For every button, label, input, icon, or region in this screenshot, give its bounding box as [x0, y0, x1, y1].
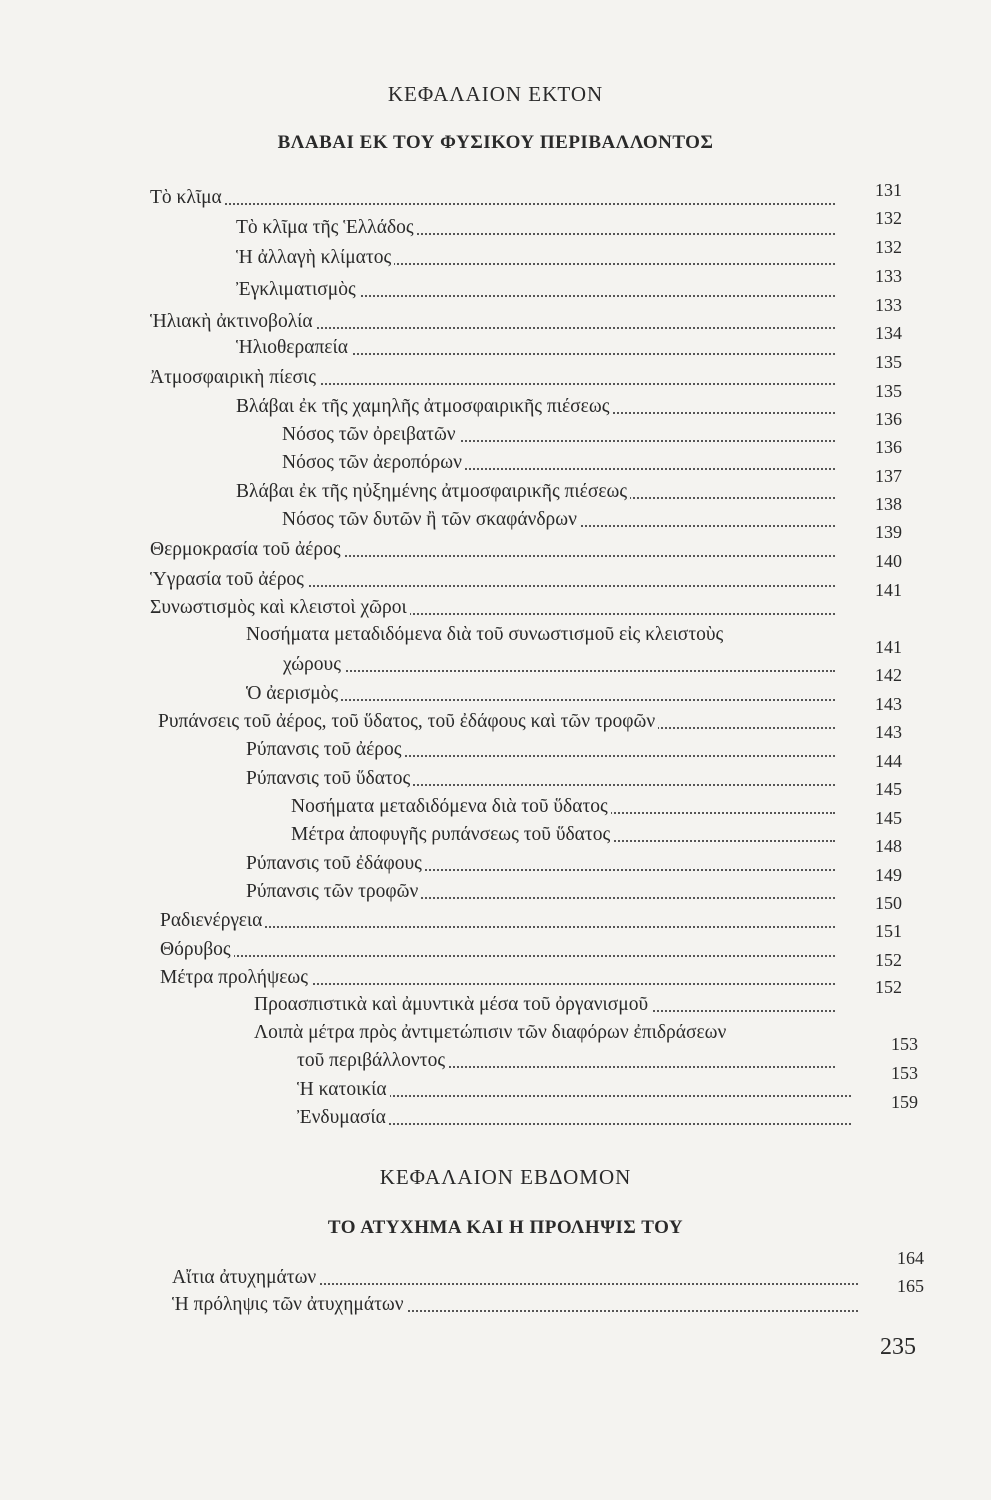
page-ref: 141 — [875, 637, 902, 657]
toc-entry-line: Νοσήματα μεταδιδόμενα διὰ τοῦ συνωστισμοῦ εἰς κλειστοὺς — [246, 624, 724, 645]
page-ref: 145 — [875, 808, 902, 828]
page-ref: 144 — [875, 751, 902, 771]
toc-entry: Νόσος τῶν ἀεροπόρων — [282, 448, 835, 478]
page-ref: 149 — [875, 865, 902, 885]
toc-entry: Νόσος τῶν δυτῶν ἢ τῶν σκαφάνδρων — [282, 505, 835, 535]
toc-entry: χώρους — [283, 650, 835, 680]
toc-entry: Ὑγρασία τοῦ ἀέρος — [150, 565, 835, 595]
page-ref: 135 — [875, 352, 902, 372]
page-ref: 159 — [891, 1092, 918, 1112]
page-ref: 148 — [875, 836, 902, 856]
page-ref: 165 — [897, 1276, 924, 1296]
page-ref: 141 — [875, 580, 902, 600]
toc-entry: Ἡ πρόληψις τῶν ἀτυχημάτων — [172, 1290, 858, 1320]
toc-entry: Ραδιενέργεια — [160, 906, 835, 936]
toc-entry: Προασπιστικὰ καὶ ἀμυντικὰ μέσα τοῦ ὀργανισμοῦ — [254, 990, 835, 1020]
toc-entry: Ρύπανσις τοῦ ἀέρος — [246, 735, 835, 765]
page-ref: 152 — [875, 950, 902, 970]
toc-entry: Συνωστισμὸς καὶ κλειστοὶ χῶροι — [150, 593, 835, 623]
page-ref: 152 — [875, 977, 902, 997]
toc-entry: Θόρυβος — [160, 935, 835, 965]
toc-entry: Ἡ κατοικία — [297, 1075, 851, 1105]
chapter-6-title: ΒΛΑΒΑΙ ΕΚ ΤΟΥ ΦΥΣΙΚΟΥ ΠΕΡΙΒΑΛΛΟΝΤΟΣ — [277, 132, 714, 153]
toc-entry: Νοσήματα μεταδιδόμενα διὰ τοῦ ὕδατος — [291, 792, 835, 822]
page-ref: 135 — [875, 381, 902, 401]
toc-entry: Βλάβαι ἐκ τῆς χαμηλῆς ἀτμοσφαιρικῆς πιέσεως — [236, 392, 835, 422]
page-ref: 153 — [891, 1063, 918, 1083]
toc-entry: Νόσος τῶν ὀρειβατῶν — [282, 420, 835, 450]
toc-entry: Ἡ ἀλλαγὴ κλίματος — [236, 243, 835, 273]
page-ref: 143 — [875, 722, 902, 742]
page-ref: 134 — [875, 323, 902, 343]
toc-entry: Ρυπάνσεις τοῦ ἀέρος, τοῦ ὕδατος, τοῦ ἐδάφους καὶ τῶν τροφῶν — [158, 707, 835, 737]
page-ref: 145 — [875, 779, 902, 799]
toc-entry-line: Λοιπὰ μέτρα πρὸς ἀντιμετώπισιν τῶν διαφόρων ἐπιδράσεων — [254, 1022, 727, 1043]
page-ref: 138 — [875, 494, 902, 514]
toc-entry: Ἀτμοσφαιρικὴ πίεσις — [150, 363, 835, 393]
page-ref: 139 — [875, 522, 902, 542]
toc-entry: Ἡλιοθεραπεία — [236, 333, 835, 363]
page-ref: 151 — [875, 921, 902, 941]
page-ref: 132 — [875, 208, 902, 228]
toc-entry: Ρύπανσις τῶν τροφῶν — [246, 877, 835, 907]
toc-entry: Ρύπανσις τοῦ ἐδάφους — [246, 849, 835, 879]
toc-entry: Τὸ κλῖμα τῆς Ἑλλάδος — [236, 213, 835, 243]
page-ref: 132 — [875, 237, 902, 257]
toc-entry: Αἴτια ἀτυχημάτων — [172, 1263, 858, 1293]
toc-entry: Ὁ ἀερισμὸς — [246, 679, 835, 709]
toc-entry: Ἐγκλιματισμὸς — [236, 275, 835, 305]
page-ref: 131 — [875, 180, 902, 200]
toc-entry: Ἐνδυμασία — [297, 1103, 851, 1133]
page-number: 235 — [880, 1334, 916, 1360]
page-ref: 142 — [875, 665, 902, 685]
page-ref: 140 — [875, 551, 902, 571]
toc-entry: Ἡλιακὴ ἀκτινοβολία — [150, 307, 835, 337]
page-ref: 136 — [875, 409, 902, 429]
page-ref: 133 — [875, 266, 902, 286]
chapter-7-label: ΚΕΦΑΛΑΙΟΝ ΕΒΔΟΜΟΝ — [379, 1165, 632, 1189]
toc-entry: Τὸ κλῖμα — [150, 183, 835, 213]
page-ref: 137 — [875, 466, 902, 486]
page-ref: 136 — [875, 437, 902, 457]
page-ref: 133 — [875, 295, 902, 315]
page-ref: 143 — [875, 694, 902, 714]
toc-entry: Ρύπανσις τοῦ ὕδατος — [246, 764, 835, 794]
page-ref: 150 — [875, 893, 902, 913]
chapter-7-title: ΤΟ ΑΤΥΧΗΜΑ ΚΑΙ Η ΠΡΟΛΗΨΙΣ ΤΟΥ — [327, 1217, 684, 1238]
toc-entry: Μέτρα προλήψεως — [160, 963, 835, 993]
chapter-6-label: ΚΕΦΑΛΑΙΟΝ ΕΚΤΟΝ — [387, 82, 604, 106]
page-ref: 164 — [897, 1248, 924, 1268]
toc-entry: Μέτρα ἀποφυγῆς ρυπάνσεως τοῦ ὕδατος — [291, 820, 835, 850]
toc-entry: Βλάβαι ἐκ τῆς ηὐξημένης ἀτμοσφαιρικῆς πιέσεως — [236, 477, 835, 507]
page-ref: 153 — [891, 1034, 918, 1054]
toc-entry: Θερμοκρασία τοῦ ἀέρος — [150, 535, 835, 565]
toc-entry: τοῦ περιβάλλοντος — [297, 1046, 835, 1076]
